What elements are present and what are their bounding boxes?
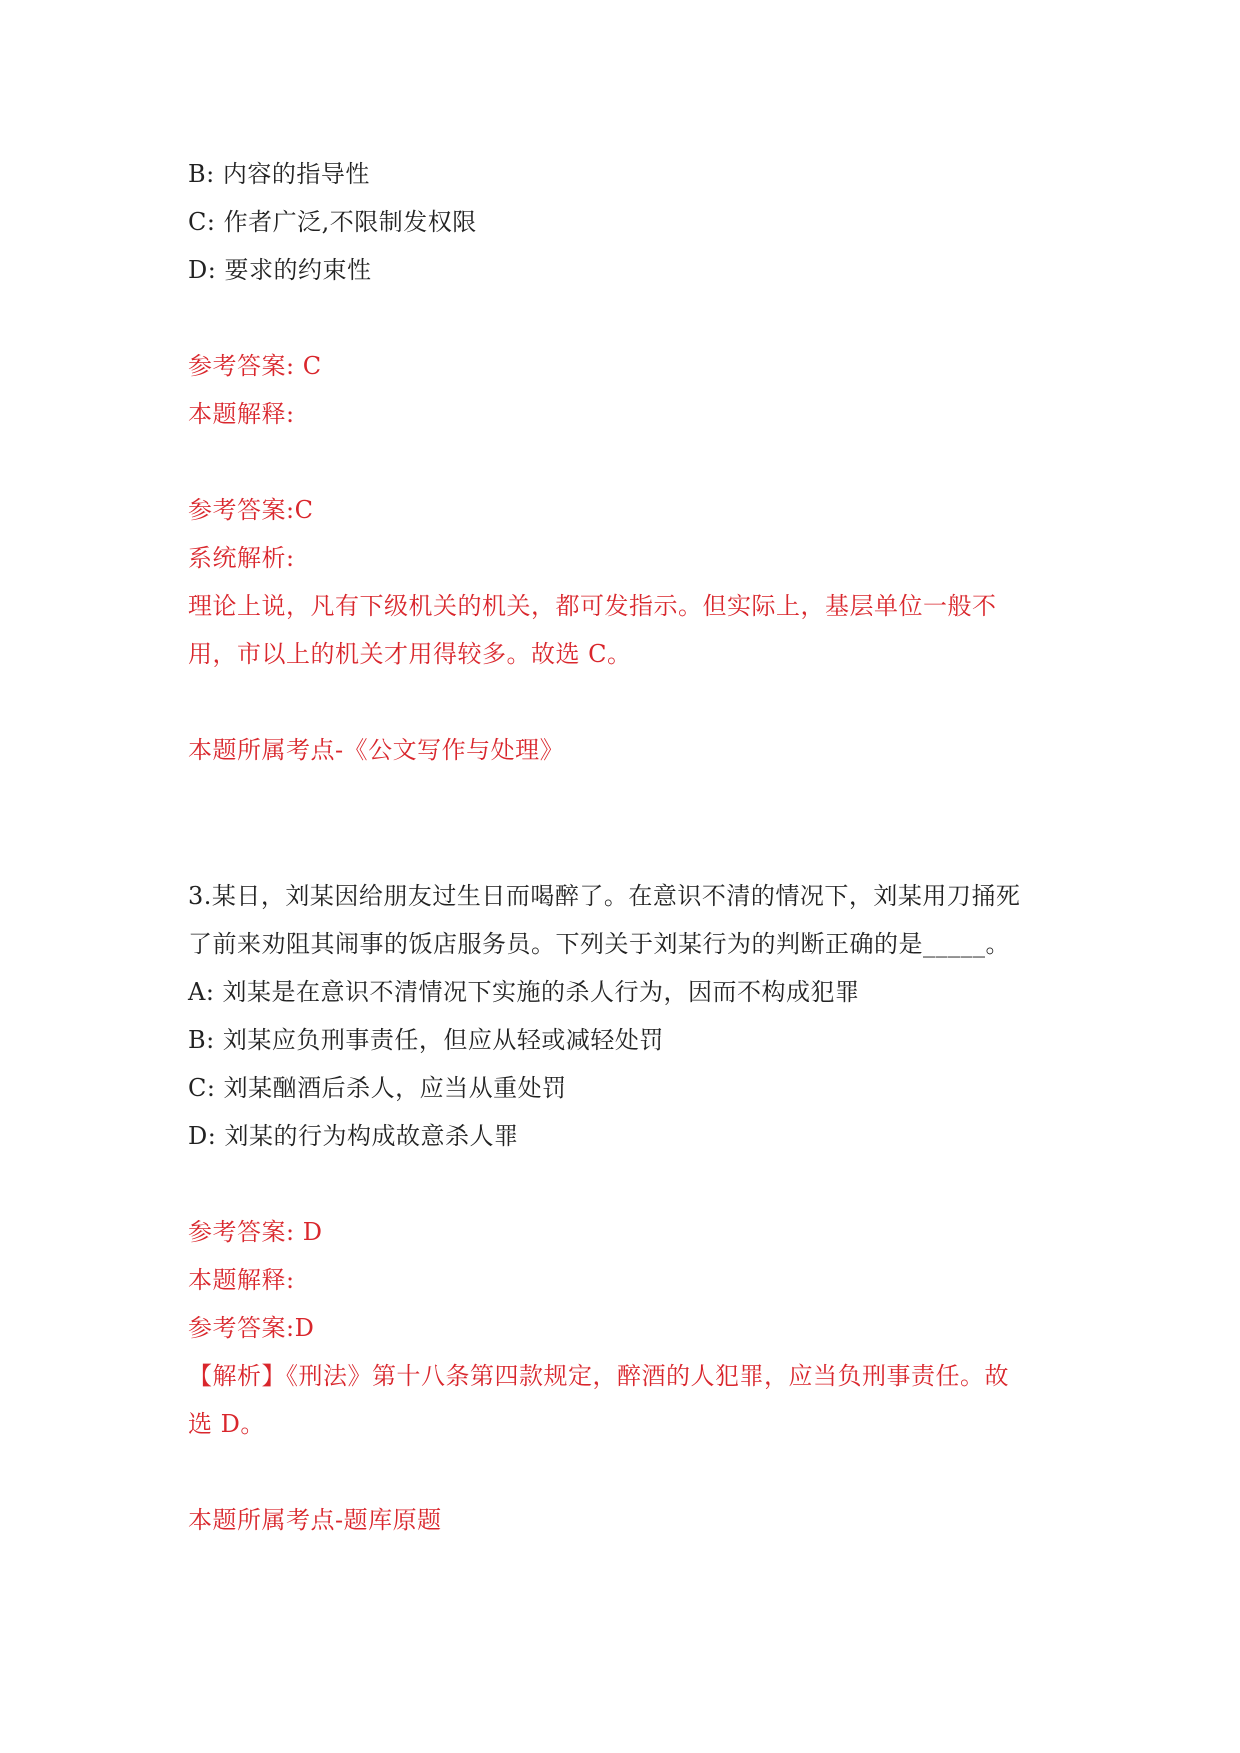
q3-option-b: B: 刘某应负刑事责任，但应从轻或减轻处罚 — [188, 1026, 664, 1054]
q2-option-b: B: 内容的指导性 — [188, 160, 370, 188]
q2-answer: 参考答案: C — [188, 352, 322, 380]
q2-option-d: D: 要求的约束性 — [188, 256, 372, 284]
q2-analysis-line-1: 理论上说，凡有下级机关的机关，都可发指示。但实际上，基层单位一般不 — [188, 592, 997, 620]
q3-explain-label: 本题解释: — [188, 1266, 295, 1294]
q2-system-analysis-label: 系统解析: — [188, 544, 295, 572]
q3-answer: 参考答案: D — [188, 1218, 323, 1246]
q3-option-a: A: 刘某是在意识不清情况下实施的杀人行为，因而不构成犯罪 — [188, 978, 860, 1006]
q2-topic: 本题所属考点-《公文写作与处理》 — [188, 736, 565, 764]
q2-option-c: C: 作者广泛,不限制发权限 — [188, 208, 477, 236]
q3-analysis-line-1: 【解析】《刑法》第十八条第四款规定，醉酒的人犯罪，应当负刑事责任。故 — [188, 1362, 1009, 1390]
q2-analysis-line-2: 用，市以上的机关才用得较多。故选 C。 — [188, 640, 632, 668]
q3-option-d: D: 刘某的行为构成故意杀人罪 — [188, 1122, 519, 1150]
q3-stem-line-2: 了前来劝阻其闹事的饭店服务员。下列关于刘某行为的判断正确的是_____。 — [188, 930, 1010, 958]
q2-explain-label: 本题解释: — [188, 400, 295, 428]
q3-option-c: C: 刘某酗酒后杀人，应当从重处罚 — [188, 1074, 567, 1102]
q3-analysis-line-2: 选 D。 — [188, 1410, 265, 1438]
q3-reference-answer: 参考答案:D — [188, 1314, 315, 1342]
q3-topic: 本题所属考点-题库原题 — [188, 1506, 442, 1534]
q3-stem-line-1: 3.某日，刘某因给朋友过生日而喝醉了。在意识不清的情况下，刘某用刀捅死 — [188, 882, 1021, 910]
q2-reference-answer: 参考答案:C — [188, 496, 314, 524]
